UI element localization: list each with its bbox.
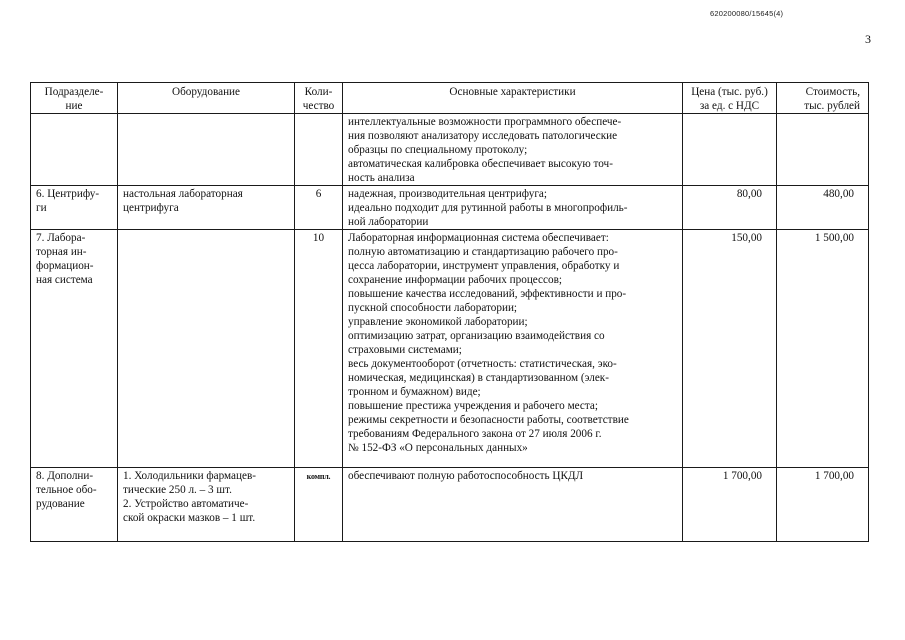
text-line: ги — [36, 202, 47, 214]
header-equipment: Оборудование — [118, 83, 295, 114]
text-line: тронном и бумажном) виде; — [348, 386, 481, 398]
header-price-line: за ед. с НДС — [699, 100, 760, 112]
equipment-table — [30, 82, 869, 542]
text-line: оптимизацию затрат, организацию взаимодействия со — [348, 330, 605, 342]
cell-division — [31, 114, 118, 186]
header-division — [31, 83, 118, 114]
text-line: требованиям Федерального закона от 27 июля 2006 г. — [348, 428, 602, 440]
text-line: полную автоматизацию и стандартизацию рабочего про- — [348, 246, 618, 258]
cell-cost — [777, 114, 869, 186]
unit-label: компл. — [306, 472, 331, 481]
text-line: режимы секретности и безопасности работы, соответствие — [348, 414, 629, 426]
cell-division — [31, 186, 118, 230]
text-line: повышение престижа учреждения и рабочего места; — [348, 400, 598, 412]
text-line: рудование — [36, 498, 85, 510]
text-line: тельное обо- — [36, 484, 97, 496]
text-line: весь документооборот (отчетность: статистическая, эко- — [348, 358, 617, 370]
cell-equipment — [118, 186, 295, 230]
page-number: 3 — [865, 32, 871, 46]
cell-cost: 480,00 — [777, 186, 869, 230]
text-line: образцы по специальному протоколу; — [348, 144, 528, 156]
cell-equipment — [118, 230, 295, 468]
text-line: настольная лабораторная — [123, 188, 243, 200]
text-line: ния позволяют анализатору исследовать патологические — [348, 130, 618, 142]
text-line: интеллектуальные возможности программного обеспече- — [348, 116, 622, 128]
header-characteristics: Основные характеристики — [343, 83, 683, 114]
text-line: обеспечивают полную работоспособность ЦКДЛ — [348, 470, 584, 482]
text-line: 6. Центрифу- — [36, 188, 100, 200]
text-line: автоматическая калибровка обеспечивает высокую точ- — [348, 158, 613, 170]
cell-price: 1 700,00 — [683, 468, 777, 542]
cell-price: 80,00 — [683, 186, 777, 230]
cell-cost: 1 500,00 — [777, 230, 869, 468]
text-line: ской окраски мазков – 1 шт. — [123, 512, 256, 524]
text-line: 1. Холодильники фармацев- — [123, 470, 256, 482]
text-line: ная система — [36, 274, 93, 286]
text-line: ной лаборатории — [348, 216, 429, 228]
cell-characteristics — [343, 230, 683, 468]
header-quantity-line: чество — [302, 100, 335, 112]
text-line: повышение качества исследований, эффективности и про- — [348, 288, 627, 300]
cell-division — [31, 230, 118, 468]
cell-price — [683, 114, 777, 186]
document-id: 620200080/15645(4) — [710, 9, 784, 18]
text-line: центрифуга — [123, 202, 179, 214]
text-line: цесса лаборатории, инструмент управления, обработку и — [348, 260, 620, 272]
table-row — [31, 230, 869, 468]
cell-quantity — [295, 114, 343, 186]
header-quantity — [295, 83, 343, 114]
cell-quantity: 6 — [295, 186, 343, 230]
table-row — [31, 186, 869, 230]
cell-characteristics — [343, 186, 683, 230]
text-line: торная ин- — [36, 246, 87, 258]
text-line: ность анализа — [348, 172, 415, 184]
text-line: сохранение информации рабочих процессов; — [348, 274, 562, 286]
text-line: надежная, производительная центрифуга; — [348, 188, 547, 200]
header-cost-line: тыс. рублей — [804, 100, 860, 112]
text-line: 2. Устройство автоматиче- — [123, 498, 249, 510]
cell-characteristics — [343, 468, 683, 542]
text-line: управление экономикой лаборатории; — [348, 316, 528, 328]
cell-quantity — [295, 468, 343, 542]
text-line: идеально подходит для рутинной работы в многопрофиль- — [348, 202, 628, 214]
header-quantity-line: Коли- — [304, 86, 333, 98]
header-price-line: Цена (тыс. руб.) — [691, 86, 768, 98]
header-division-line: Подразделе- — [44, 86, 104, 98]
text-line: № 152-ФЗ «О персональных данных» — [348, 442, 528, 454]
cell-quantity: 10 — [295, 230, 343, 468]
text-line: 7. Лабора- — [36, 232, 86, 244]
text-line: формацион- — [36, 260, 94, 272]
text-line: пускной способности лаборатории; — [348, 302, 518, 314]
table-header-row — [31, 83, 869, 114]
cell-equipment — [118, 114, 295, 186]
text-line: Лабораторная информационная система обеспечивает: — [348, 232, 609, 244]
header-price — [683, 83, 777, 114]
header-cost-line: Стоимость, — [805, 86, 860, 98]
cell-characteristics — [343, 114, 683, 186]
cell-equipment — [118, 468, 295, 542]
table-row — [31, 114, 869, 186]
cell-division — [31, 468, 118, 542]
header-division-line: ние — [65, 100, 83, 112]
text-line: страховыми системами; — [348, 344, 462, 356]
table-row — [31, 468, 869, 542]
cell-price: 150,00 — [683, 230, 777, 468]
text-line: 8. Дополни- — [36, 470, 94, 482]
header-cost — [777, 83, 869, 114]
text-line: тические 250 л. – 3 шт. — [123, 484, 232, 496]
text-line: номическая, медицинская) в стандартизованном (элек- — [348, 372, 609, 384]
cell-cost: 1 700,00 — [777, 468, 869, 542]
